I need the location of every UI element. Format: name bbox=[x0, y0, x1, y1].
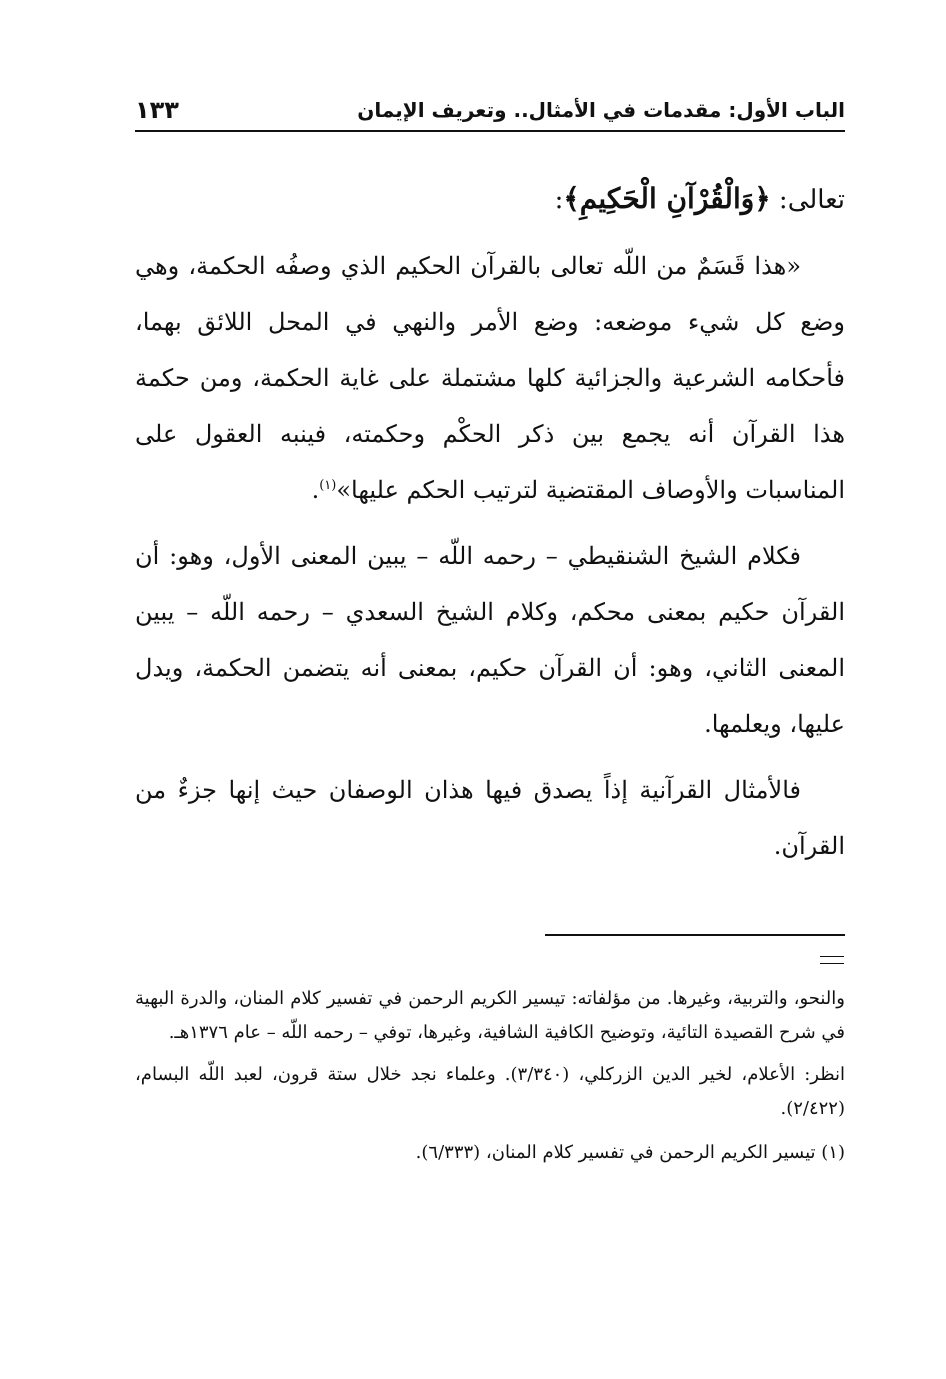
quote-text: «هذا قَسَمٌ من اللّه تعالى بالقرآن الحكيم الذي وصفُه الحكمة، وهي وضع كل شيء موضعه: وضع الأمر والنهي في المحل اللائق بهما، فأحكامه الشرعية والجزائية كلها مشتملة على غاية الحكمة، ومن حكمة هذا القرآن أنه يجمع بين ذكر الحكْم وحكمته، فينبه العقول على المناسبات والأوصاف المقتضية لترتيب الحكم عليها» bbox=[135, 252, 845, 504]
quote-end: . bbox=[311, 476, 320, 504]
chapter-title: الباب الأول: مقدمات في الأمثال.. وتعريف الإيمان bbox=[357, 98, 845, 122]
main-text bbox=[135, 160, 845, 874]
page-number: ١٣٣ bbox=[135, 96, 179, 124]
footnote-ref-1: (١) bbox=[319, 478, 337, 493]
lead-suffix: : bbox=[554, 185, 564, 215]
running-header bbox=[135, 92, 845, 132]
footnote-continued-1: والنحو، والتربية، وغيرها. من مؤلفاته: تيسير الكريم الرحمن في تفسير كلام المنان، والدرة البهية في شرح القصيدة التائية، وتوضيح الكافية الشافية، وغيرها، توفي – رحمه اللّه – عام ١٣٧٦هـ. bbox=[135, 988, 845, 1043]
quran-verse: ﴿وَالْقُرْآنِ الْحَكِيمِ﴾ bbox=[563, 182, 771, 215]
footnote-continuation-mark bbox=[820, 956, 844, 964]
footnote-continued-2: انظر: الأعلام، لخير الدين الزركلي، (٣/٣٤٠). وعلماء نجد خلال ستة قرون، لعبد اللّه البسام، (٢/٤٢٢). bbox=[135, 1064, 846, 1119]
lead-prefix: تعالى: bbox=[770, 185, 845, 215]
paragraph-3: فالأمثال القرآنية إذاً يصدق فيها هذان الوصفان حيث إنها جزءٌ من القرآن. bbox=[135, 776, 845, 860]
footnote-rule bbox=[545, 934, 845, 936]
verse-line bbox=[135, 160, 845, 238]
quote-paragraph bbox=[135, 238, 845, 518]
paragraph-2: فكلام الشيخ الشنقيطي – رحمه اللّه – يبين المعنى الأول، وهو: أن القرآن حكيم بمعنى محكم، وكلام الشيخ السعدي – رحمه اللّه – يبين المعنى الثاني، وهو: أن القرآن حكيم، بمعنى أنه يتضمن الحكمة، ويدل عليها، ويعلمها. bbox=[135, 542, 846, 738]
footnotes bbox=[135, 982, 845, 1180]
header-rule bbox=[135, 130, 845, 132]
footnote-1: (١) تيسير الكريم الرحمن في تفسير كلام المنان، (٦/٣٣٣). bbox=[415, 1142, 845, 1163]
